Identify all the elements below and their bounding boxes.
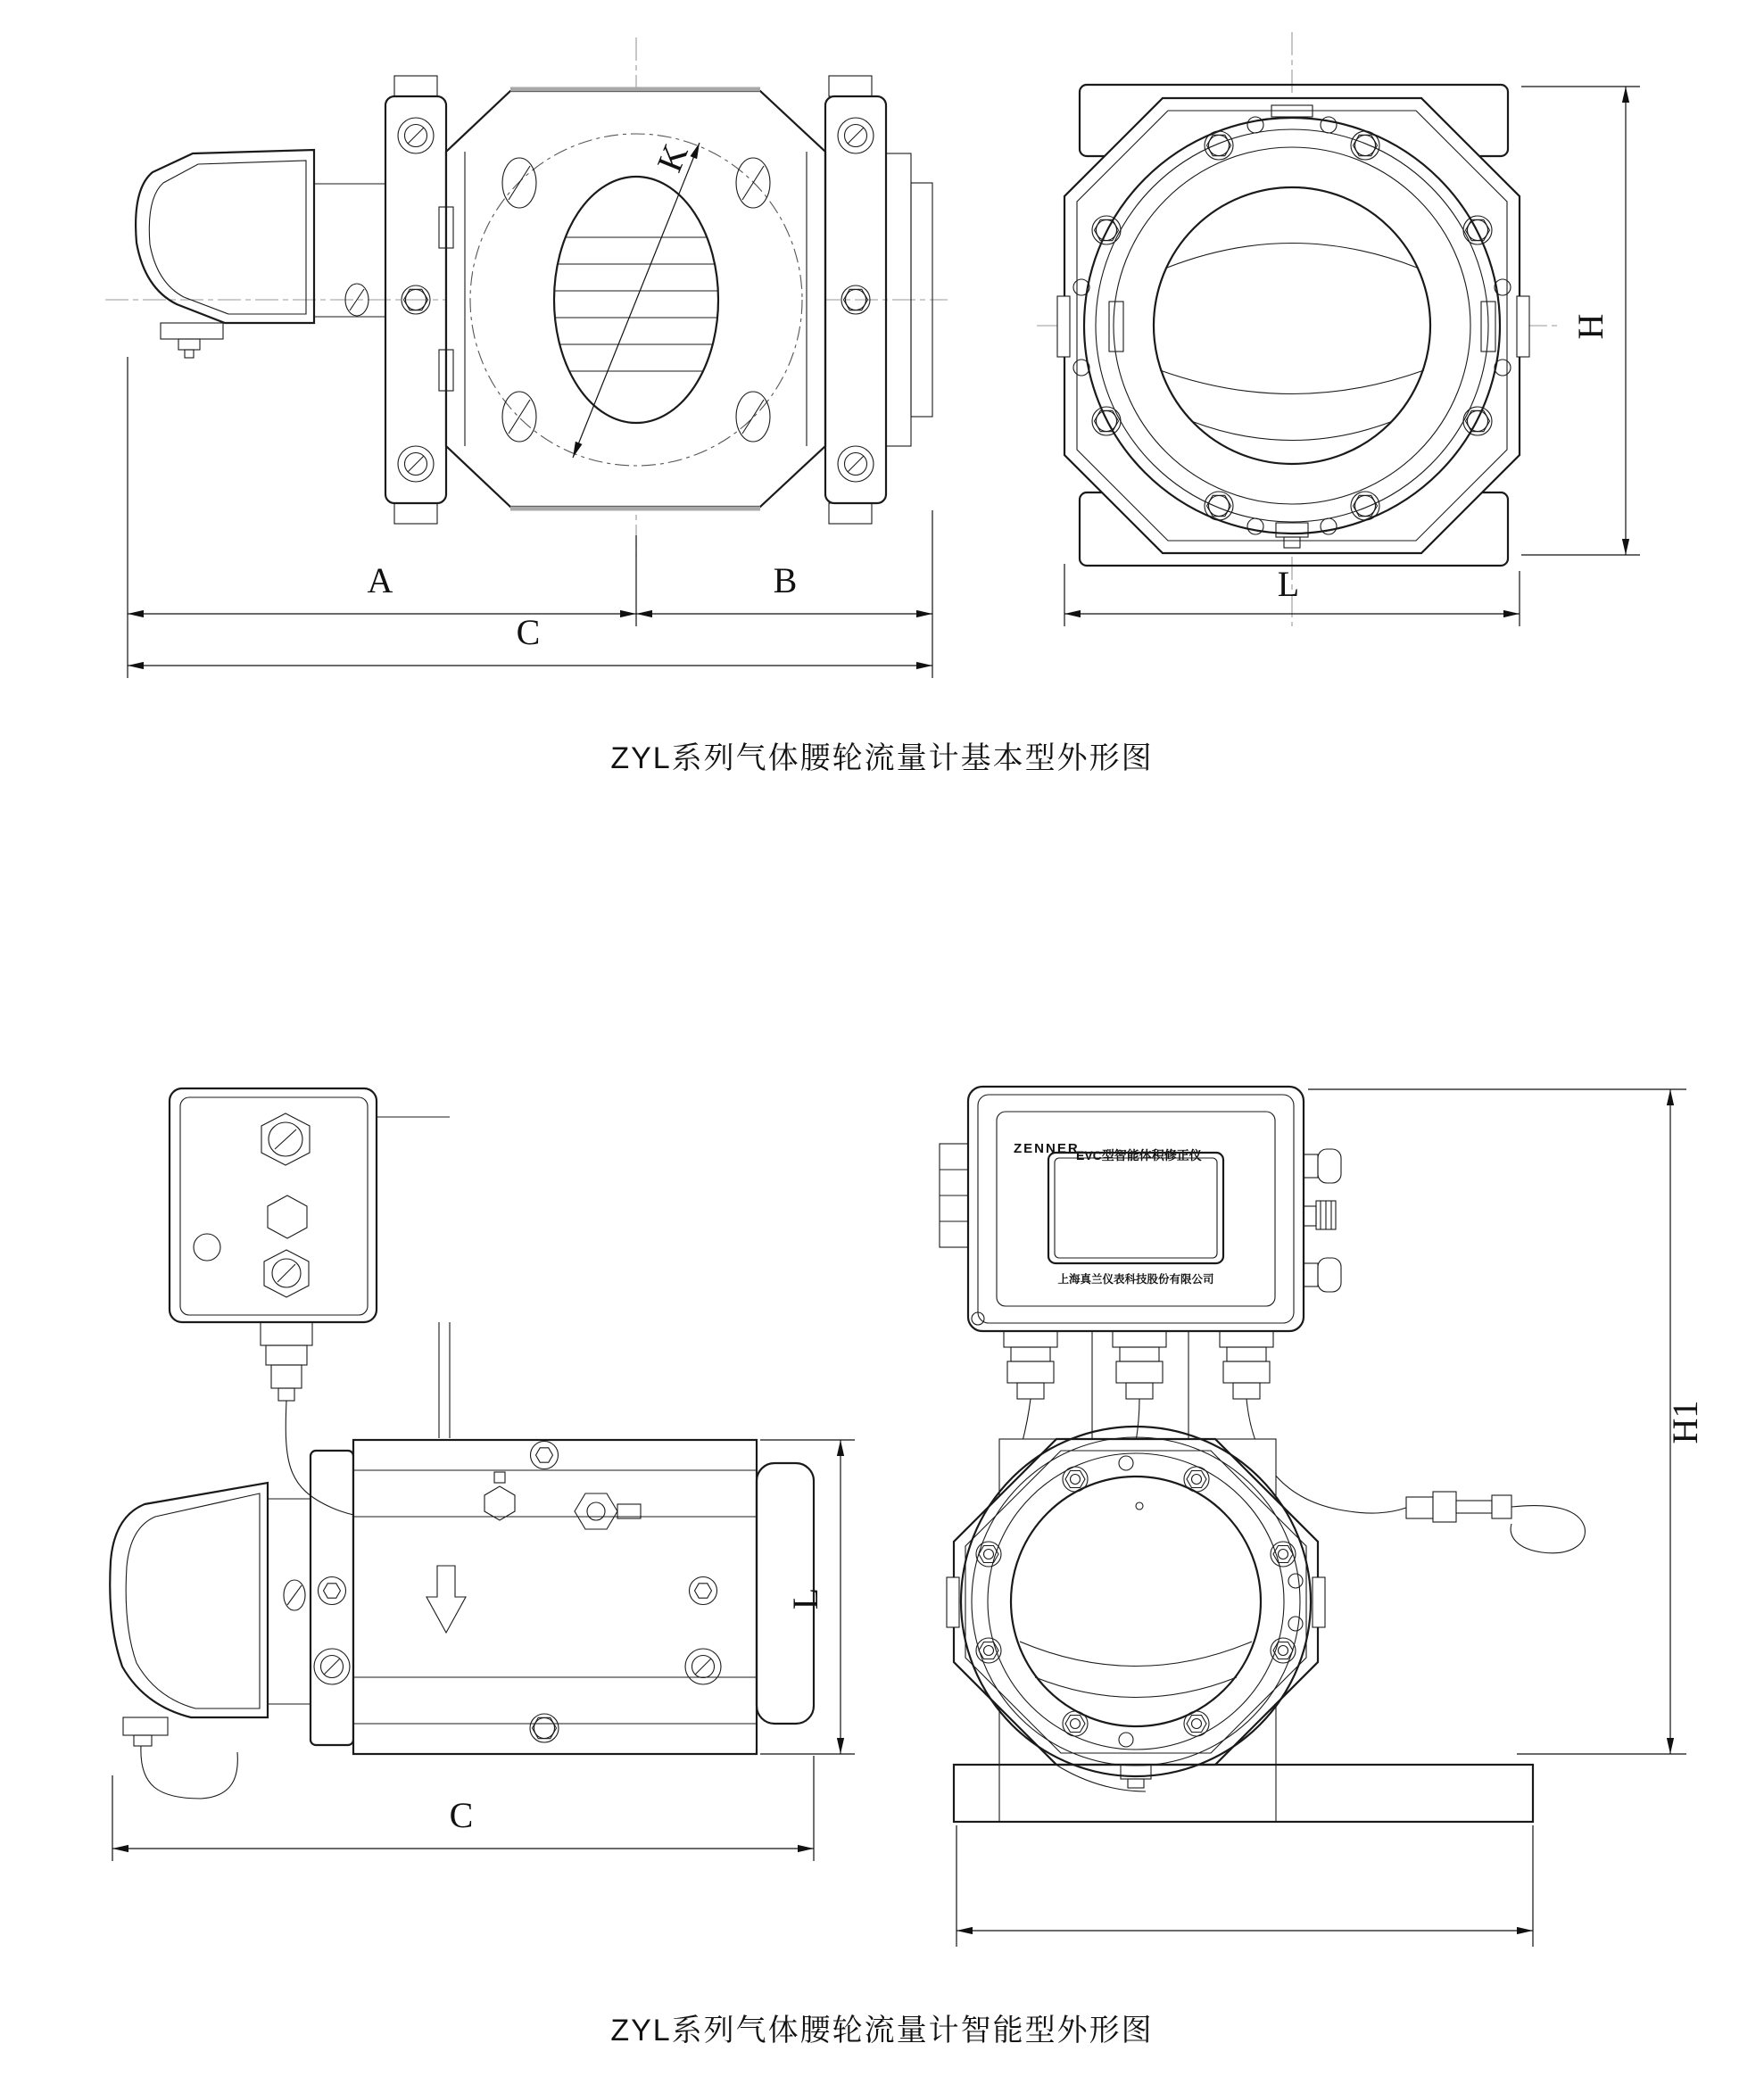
blind-plug: [268, 1195, 307, 1238]
dimension-bottom-width: [957, 1825, 1533, 1947]
head-neck: [314, 184, 385, 317]
seam-clamp: [1517, 296, 1529, 357]
dim-label-k: K: [649, 138, 696, 178]
zenner-logo: ZENNER: [1014, 1141, 1080, 1156]
evc-box-side: [170, 1088, 450, 1438]
bottom-glands: [1004, 1331, 1273, 1399]
meter-body-side: [284, 1440, 814, 1754]
plate-bolt-bottom: [838, 446, 874, 482]
seam-clamp: [1313, 1577, 1325, 1627]
base-band: [954, 1765, 1533, 1822]
dim-label-l2: L: [785, 1587, 825, 1610]
dim-label-h: H: [1570, 313, 1611, 340]
right-glands: [1304, 1149, 1341, 1292]
octagonal-housing: [1057, 98, 1529, 553]
counter-index-head: [136, 150, 314, 358]
smart-figure-caption: ZYL系列气体腰轮流量计智能型外形图: [610, 2014, 1154, 2048]
smart-front-view: [940, 1087, 1705, 1947]
dim-label-b: B: [773, 560, 798, 600]
evc-box-front: [940, 1087, 1341, 1439]
basic-side-view: [105, 37, 948, 678]
dimension-c2: [112, 1756, 814, 1861]
body-bolt: [314, 1649, 350, 1684]
dimension-l2: [760, 1440, 855, 1754]
basic-front-view: [1037, 32, 1640, 626]
right-mounting-plate: [825, 76, 932, 524]
evc-product-label: EVC型智能体积修正仪: [1076, 1148, 1202, 1162]
dimension-h1: [1308, 1089, 1705, 1754]
bottom-gland: [261, 1322, 312, 1345]
indicator-hole: [194, 1234, 220, 1261]
smart-side-view: [110, 1088, 855, 1861]
plate-bolt-bottom: [398, 446, 434, 482]
body-bolt: [319, 1577, 346, 1605]
dim-label-c: C: [516, 612, 541, 652]
plate-bolt-top: [398, 118, 434, 153]
basic-figure-caption: ZYL系列气体腰轮流量计基本型外形图: [610, 741, 1154, 775]
meter-front: [947, 1427, 1533, 1822]
dim-label-c2: C: [449, 1795, 474, 1835]
seam-clamp: [947, 1577, 959, 1627]
head-foot: [123, 1717, 168, 1735]
counter-index-head: [110, 1483, 311, 1799]
company-label: 上海真兰仪表科技股份有限公司: [1057, 1273, 1214, 1286]
dim-label-l: L: [1277, 564, 1300, 604]
lcd-screen: [1048, 1153, 1223, 1263]
pressure-fitting: [1406, 1497, 1433, 1518]
dim-label-a: A: [367, 560, 393, 600]
dim-label-h1: H1: [1665, 1400, 1705, 1444]
cable-loop: [1511, 1506, 1585, 1553]
dimension-h: [1521, 87, 1640, 555]
meter-body-flange-face: [439, 89, 825, 509]
plate-bolt-top: [838, 118, 874, 153]
pigtail-cable: [141, 1746, 237, 1799]
head-foot: [161, 323, 223, 339]
seam-clamp: [1057, 296, 1070, 357]
